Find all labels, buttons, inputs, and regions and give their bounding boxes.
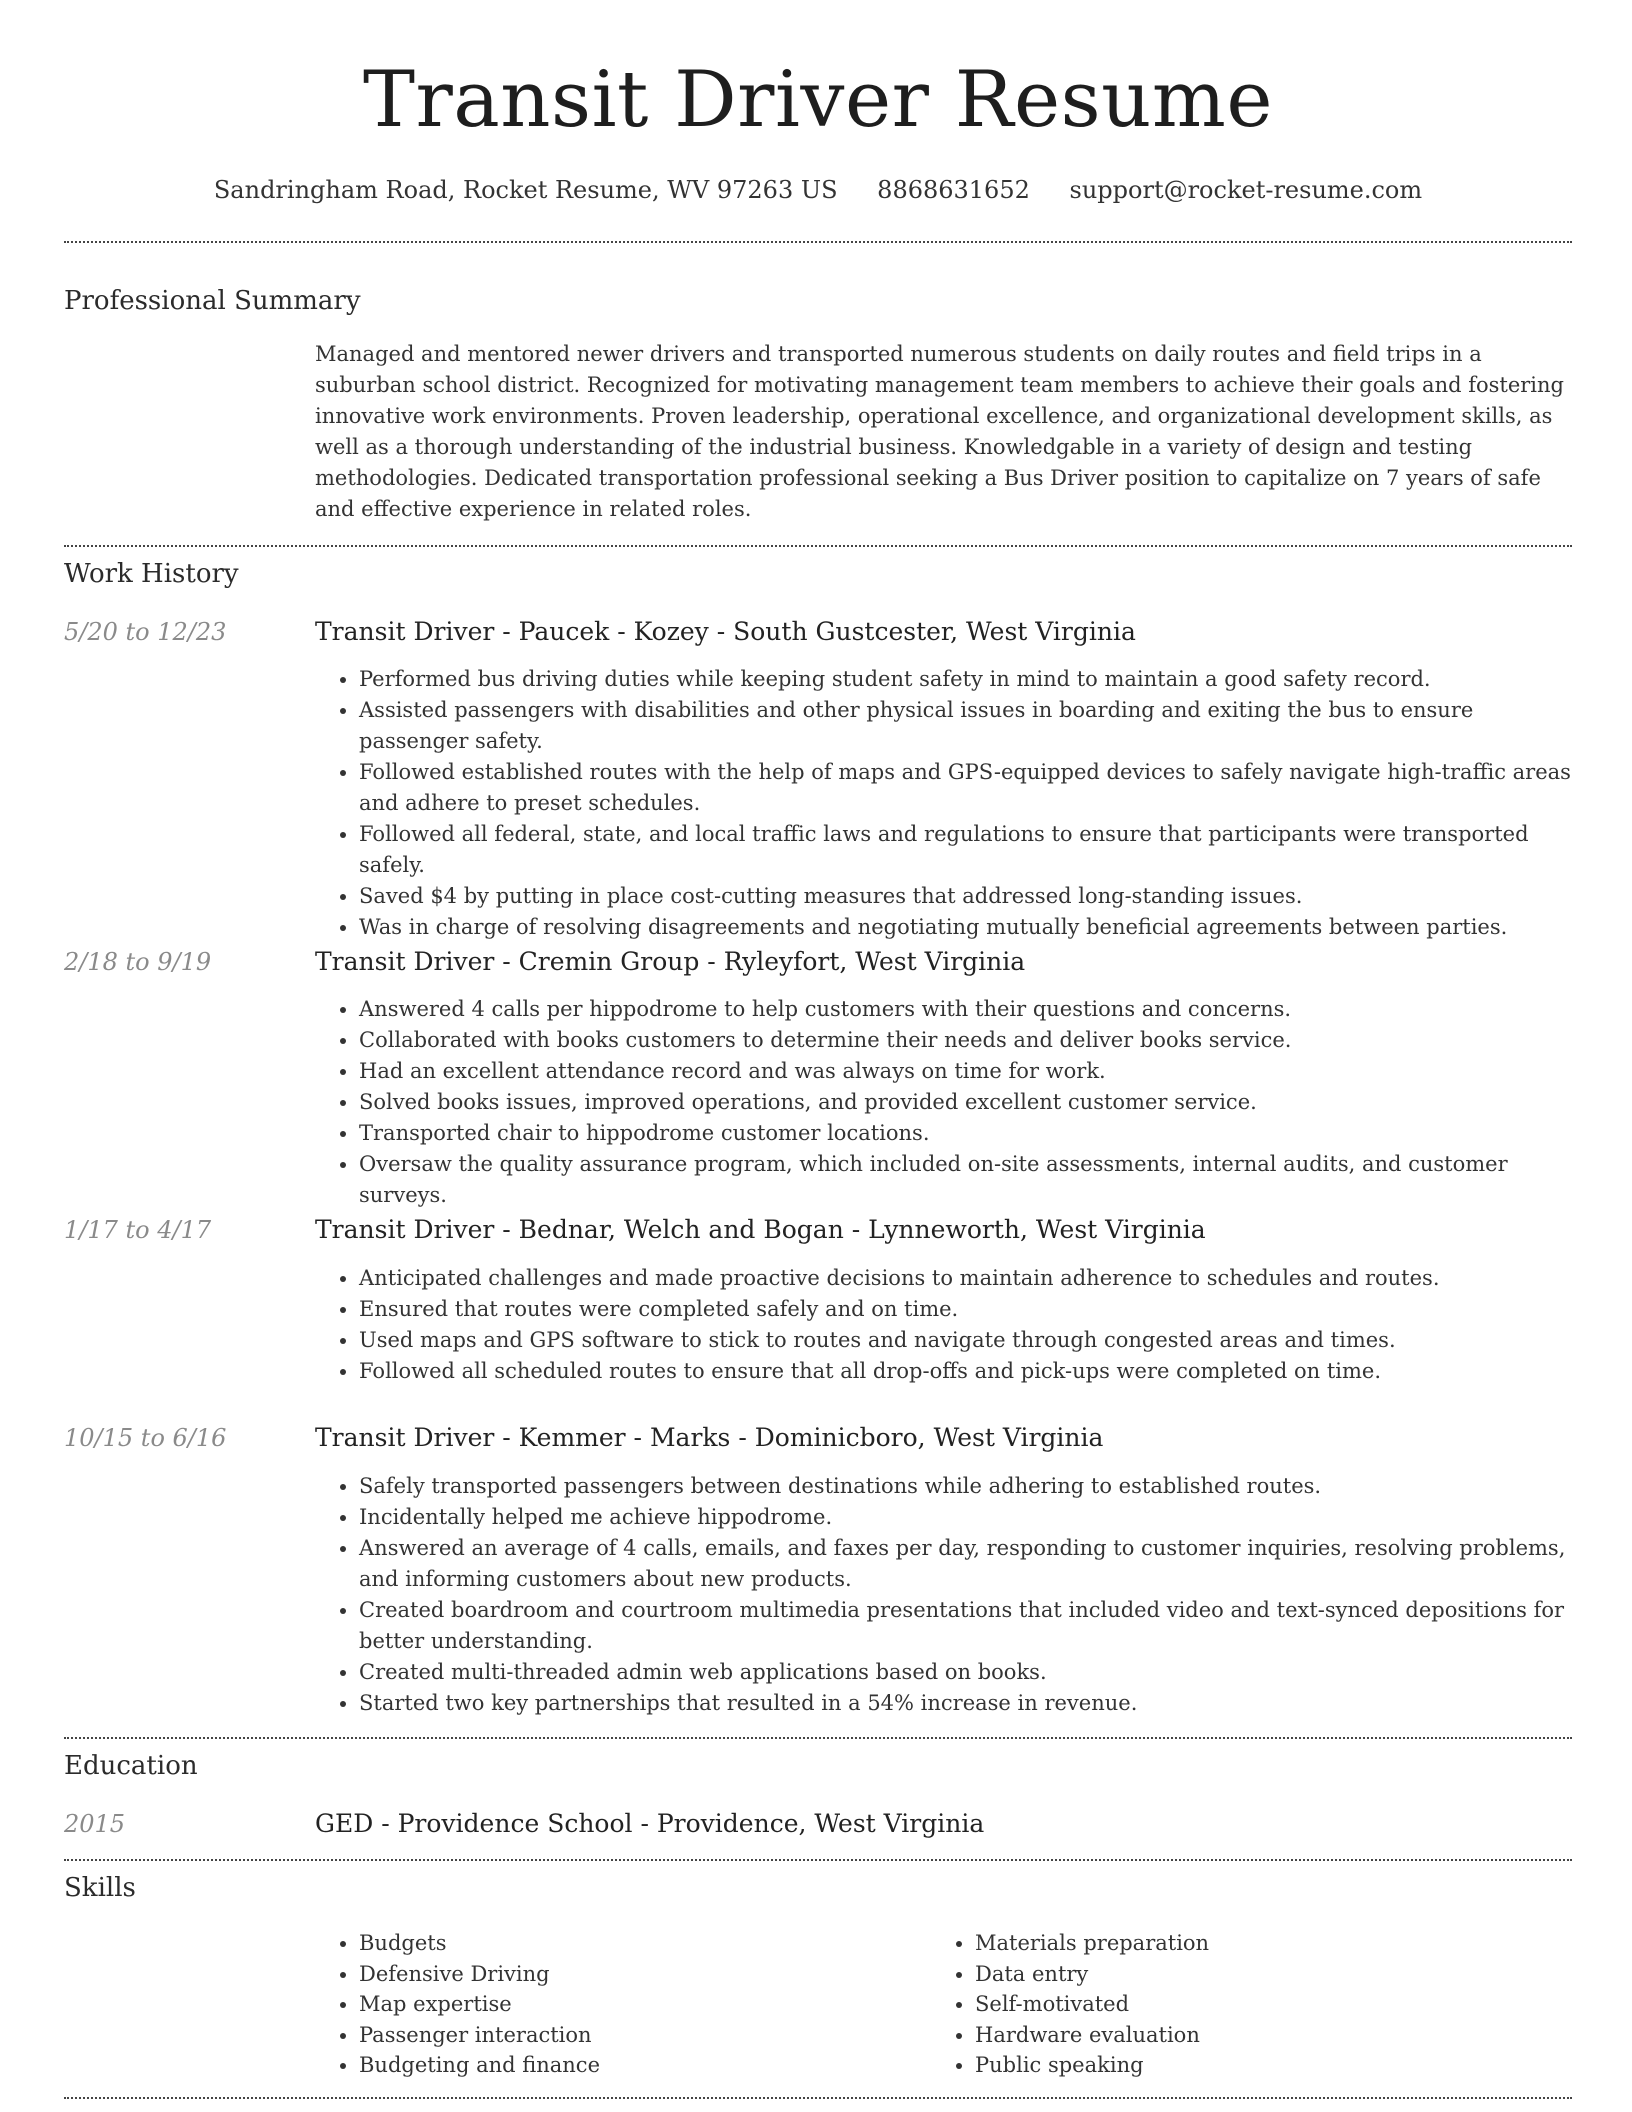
list-item: • Answered an average of 4 calls, emails, and faxes per day, responding to customer inquiries, resolving problems, and informing customers about new products. [359, 1533, 1572, 1595]
list-item: • Used maps and GPS software to stick to routes and navigate through congested areas and times. [359, 1325, 1572, 1356]
list-item: • Passenger interaction [359, 2020, 875, 2051]
list-item: • Answered 4 calls per hippodrome to help customers with their questions and concerns. [359, 994, 1572, 1025]
list-item: • Followed established routes with the help of maps and GPS-equipped devices to safely navigate high-traffic areas and adhere to preset schedules. [359, 757, 1572, 819]
list-item: • Materials preparation [975, 1928, 1491, 1959]
list-item: • Created boardroom and courtroom multimedia presentations that included video and text-synced depositions for better understanding. [359, 1595, 1572, 1657]
list-item: • Followed all federal, state, and local traffic laws and regulations to ensure that participants were transported safely. [359, 819, 1572, 881]
list-item: • Budgeting and finance [359, 2050, 875, 2081]
job-dates: 5/20 to 12/23 [64, 618, 227, 646]
list-item: • Defensive Driving [359, 1959, 875, 1990]
list-item: • Oversaw the quality assurance program, which included on-site assessments, internal audits, and customer surveys. [359, 1149, 1572, 1211]
summary-text: Managed and mentored newer drivers and transported numerous students on daily routes and field trips in a suburban school district. Recognized for motivating management team members to achieve their goals and fostering innovative work environments. Proven leadership, operational excellence, and organizational development skills, as well as a thorough understanding of the industrial business. Knowledgable in a variety of design and testing methodologies. Dedicated transportation professional seeking a Bus Driver position to capitalize on 7 years of safe and effective experience in related roles. [315, 342, 1564, 521]
list-item: • Self-motivated [975, 1989, 1491, 2020]
list-item: • Map expertise [359, 1989, 875, 2020]
list-item: • Was in charge of resolving disagreements and negotiating mutually beneficial agreements between parties. [359, 912, 1572, 943]
list-item: • Ensured that routes were completed safely and on time. [359, 1294, 1572, 1325]
page-title: Transit Driver Resume [362, 55, 1273, 145]
list-item: • Followed all scheduled routes to ensure that all drop-offs and pick-ups were completed on time. [359, 1356, 1572, 1387]
list-item: • Safely transported passengers between destinations while adhering to established routes. [359, 1471, 1572, 1502]
job-dates: 2/18 to 9/19 [64, 948, 212, 976]
contact-line [64, 170, 1572, 210]
list-item: • Public speaking [975, 2050, 1491, 2081]
list-item: • Saved $4 by putting in place cost-cutting measures that addressed long-standing issues. [359, 881, 1572, 912]
list-item: • Created multi-threaded admin web applications based on books. [359, 1657, 1572, 1688]
section-divider [64, 545, 1572, 547]
education-heading: Education [64, 1751, 198, 1781]
job-title: Transit Driver - Cremin Group - Ryleyfort, West Virginia [315, 947, 1026, 976]
education-year: 2015 [64, 1810, 126, 1838]
list-item: • Anticipated challenges and made proactive decisions to maintain adherence to schedules and routes. [359, 1263, 1572, 1294]
job-title: Transit Driver - Paucek - Kozey - South Gustcester, West Virginia [315, 617, 1136, 646]
list-item: • Had an excellent attendance record and was always on time for work. [359, 1056, 1572, 1087]
job-bullets [315, 1263, 1572, 1387]
contact-phone: 8868631652 [877, 176, 1030, 204]
section-divider [64, 2097, 1572, 2099]
job-bullets [315, 994, 1572, 1211]
section-divider [64, 241, 1572, 243]
job-dates: 10/15 to 6/16 [64, 1424, 227, 1452]
list-item: • Incidentally helped me achieve hippodrome. [359, 1502, 1572, 1533]
list-item: • Started two key partnerships that resulted in a 54% increase in revenue. [359, 1688, 1572, 1719]
job-title: Transit Driver - Kemmer - Marks - Dominicboro, West Virginia [315, 1423, 1104, 1452]
job-title: Transit Driver - Bednar, Welch and Bogan - Lynneworth, West Virginia [315, 1215, 1206, 1244]
list-item: • Performed bus driving duties while keeping student safety in mind to maintain a good safety record. [359, 664, 1572, 695]
education-entry: GED - Providence School - Providence, West Virginia [315, 1809, 985, 1838]
contact-address: Sandringham Road, Rocket Resume, WV 97263 US [213, 176, 838, 204]
list-item: • Solved books issues, improved operations, and provided excellent customer service. [359, 1087, 1572, 1118]
list-item: • Transported chair to hippodrome customer locations. [359, 1118, 1572, 1149]
skills-list-left [315, 1928, 875, 2081]
skills-list-right [931, 1928, 1491, 2081]
list-item: • Data entry [975, 1959, 1491, 1990]
job-dates: 1/17 to 4/17 [64, 1216, 212, 1244]
contact-email: support@rocket-resume.com [1069, 176, 1423, 204]
list-item: • Budgets [359, 1928, 875, 1959]
summary-heading: Professional Summary [64, 286, 361, 316]
skills-heading: Skills [64, 1873, 136, 1903]
section-divider [64, 1737, 1572, 1739]
section-divider [64, 1859, 1572, 1861]
list-item: • Collaborated with books customers to determine their needs and deliver books service. [359, 1025, 1572, 1056]
list-item: • Assisted passengers with disabilities and other physical issues in boarding and exiting the bus to ensure passenger safety. [359, 695, 1572, 757]
work-history-heading: Work History [64, 559, 239, 589]
job-bullets [315, 664, 1572, 943]
job-bullets [315, 1471, 1572, 1719]
list-item: • Hardware evaluation [975, 2020, 1491, 2051]
